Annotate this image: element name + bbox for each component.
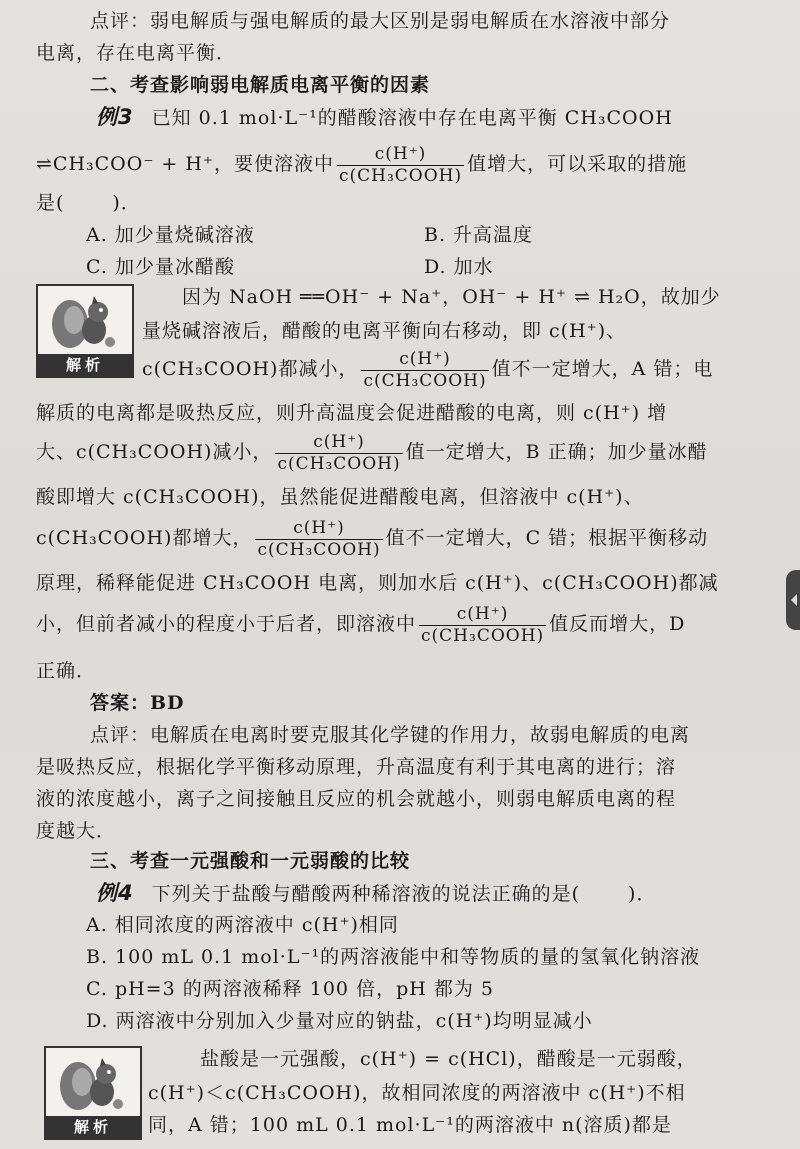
example-4-paren-close: )． [628, 883, 657, 905]
example-4-option-b: B. 100 mL 0.1 mol·L⁻¹的两溶液能中和等物质的量的氢氧化钠溶液 [86, 946, 701, 968]
fraction-numerator: c(H⁺) [361, 349, 488, 371]
fraction [419, 604, 546, 647]
analysis-line-5 [36, 428, 708, 476]
squirrel-icon [52, 1052, 132, 1114]
fraction-numerator: c(H⁺) [275, 432, 402, 454]
fraction-numerator: c(H⁺) [337, 144, 464, 166]
fraction [361, 349, 488, 392]
analysis2-line-3: 同，A 错；100 mL 0.1 mol·L⁻¹的两溶液中 n(溶质)都是 [148, 1114, 672, 1136]
analysis-line-3 [142, 345, 713, 393]
example-3-line-2 [36, 140, 687, 188]
example-3-paren-close: )． [112, 192, 141, 214]
fraction-denominator: c(CH₃COOH) [277, 453, 401, 474]
fraction-numerator: c(H⁺) [419, 604, 546, 626]
example-4-option-c: C. pH=3 的两溶液稀释 100 倍，pH 都为 5 [86, 978, 494, 1000]
answer-line: 答案：BD [90, 692, 185, 714]
analysis-line-7b: 值不一定增大，C 错；根据平衡移动 [385, 527, 709, 549]
example-3-line-3 [36, 190, 141, 216]
analysis-label: 解析 [46, 1116, 140, 1138]
section-heading-2: 二、考查影响弱电解质电离平衡的因素 [90, 74, 431, 96]
fraction [275, 432, 402, 475]
analysis-badge-1 [36, 284, 134, 378]
example-3-text-2a: ⇌CH₃COO⁻ + H⁺，要使溶液中 [36, 153, 334, 175]
analysis-line-3a: c(CH₃COOH)都减小， [142, 358, 359, 380]
fraction-denominator: c(CH₃COOH) [421, 625, 545, 646]
option-d: D. 加水 [424, 256, 494, 278]
analysis-line-5a: 大、c(CH₃COOH)减小， [36, 441, 273, 463]
analysis2-line-2: c(H⁺)＜c(CH₃COOH)，故相同浓度的两溶液中 c(H⁺)不相 [148, 1082, 686, 1104]
analysis-line-6: 酸即增大 c(CH₃COOH)，虽然能促进醋酸电离，但溶液中 c(H⁺)、 [36, 486, 644, 508]
analysis-line-9b: 值反而增大，D [549, 613, 686, 635]
analysis2-line-1: 盐酸是一元强酸，c(H⁺) = c(HCl)，醋酸是一元弱酸， [200, 1048, 697, 1070]
example-4-option-a: A. 相同浓度的两溶液中 c(H⁺)相同 [86, 914, 399, 936]
analysis-line-10: 正确． [36, 660, 97, 682]
example-3-tag: 例3 [96, 105, 134, 129]
analysis-label: 解析 [38, 354, 132, 376]
option-c: C. 加少量冰醋酸 [86, 256, 235, 278]
analysis-line-2: 量烧碱溶液后，醋酸的电离平衡向右移动，即 c(H⁺)、 [142, 320, 627, 342]
analysis-badge-2 [44, 1046, 142, 1140]
example-3-text-2b: 值增大，可以采取的措施 [467, 153, 688, 175]
analysis-line-1: 因为 NaOH ══OH⁻ + Na⁺，OH⁻ + H⁺ ⇌ H₂O，故加少 [182, 286, 721, 308]
squirrel-icon [44, 290, 124, 352]
analysis-line-9a: 小，但前者减小的程度小于后者，即溶液中 [36, 613, 417, 635]
section-heading-3: 三、考查一元强酸和一元弱酸的比较 [90, 850, 411, 872]
option-a: A. 加少量烧碱溶液 [86, 224, 255, 246]
analysis-line-7a: c(CH₃COOH)都增大， [36, 527, 253, 549]
example-3-line-1 [96, 104, 673, 131]
fraction [337, 144, 464, 187]
comment2-line-1: 点评：电解质在电离时要克服其化学键的作用力，故弱电解质的电离 [90, 724, 691, 746]
fraction-numerator: c(H⁺) [255, 518, 382, 540]
example-4-text: 下列关于盐酸与醋酸两种稀溶液的说法正确的是( [151, 883, 581, 905]
analysis-line-9 [36, 600, 685, 648]
page-edge-tab [786, 570, 800, 630]
fraction-denominator: c(CH₃COOH) [363, 370, 487, 391]
fraction [255, 518, 382, 561]
comment-line-1: 点评：弱电解质与强电解质的最大区别是弱电解质在水溶液中部分 [90, 10, 671, 32]
analysis-line-7 [36, 514, 708, 562]
example-3-paren-open: 是( [36, 192, 65, 214]
fraction-denominator: c(CH₃COOH) [338, 165, 463, 186]
comment2-line-3: 液的浓度越小，离子之间接触且反应的机会就越小，则弱电解质电离的程 [36, 788, 677, 810]
option-b: B. 升高温度 [424, 224, 534, 246]
analysis-line-3b: 值不一定增大，A 错；电 [491, 358, 714, 380]
analysis-line-4: 解质的电离都是吸热反应，则升高温度会促进醋酸的电离，则 c(H⁺) 增 [36, 402, 668, 424]
fraction-denominator: c(CH₃COOH) [257, 539, 381, 560]
example-4-option-d: D. 两溶液中分别加入少量对应的钠盐，c(H⁺)均明显减小 [86, 1010, 593, 1032]
example-4-line [96, 880, 656, 907]
analysis-line-5b: 值一定增大，B 正确；加少量冰醋 [405, 441, 708, 463]
comment2-line-2: 是吸热反应，根据化学平衡移动原理，升高温度有利于其电离的进行；溶 [36, 756, 677, 778]
example-4-tag: 例4 [96, 881, 134, 905]
analysis-line-8: 原理，稀释能促进 CH₃COOH 电离，则加水后 c(H⁺)、c(CH₃COOH)都减 [36, 572, 719, 594]
example-3-text: 已知 0.1 mol·L⁻¹的醋酸溶液中存在电离平衡 CH₃COOH [151, 107, 673, 129]
comment-line-2: 电离，存在电离平衡． [36, 42, 237, 64]
comment2-line-4: 度越大． [36, 820, 117, 842]
